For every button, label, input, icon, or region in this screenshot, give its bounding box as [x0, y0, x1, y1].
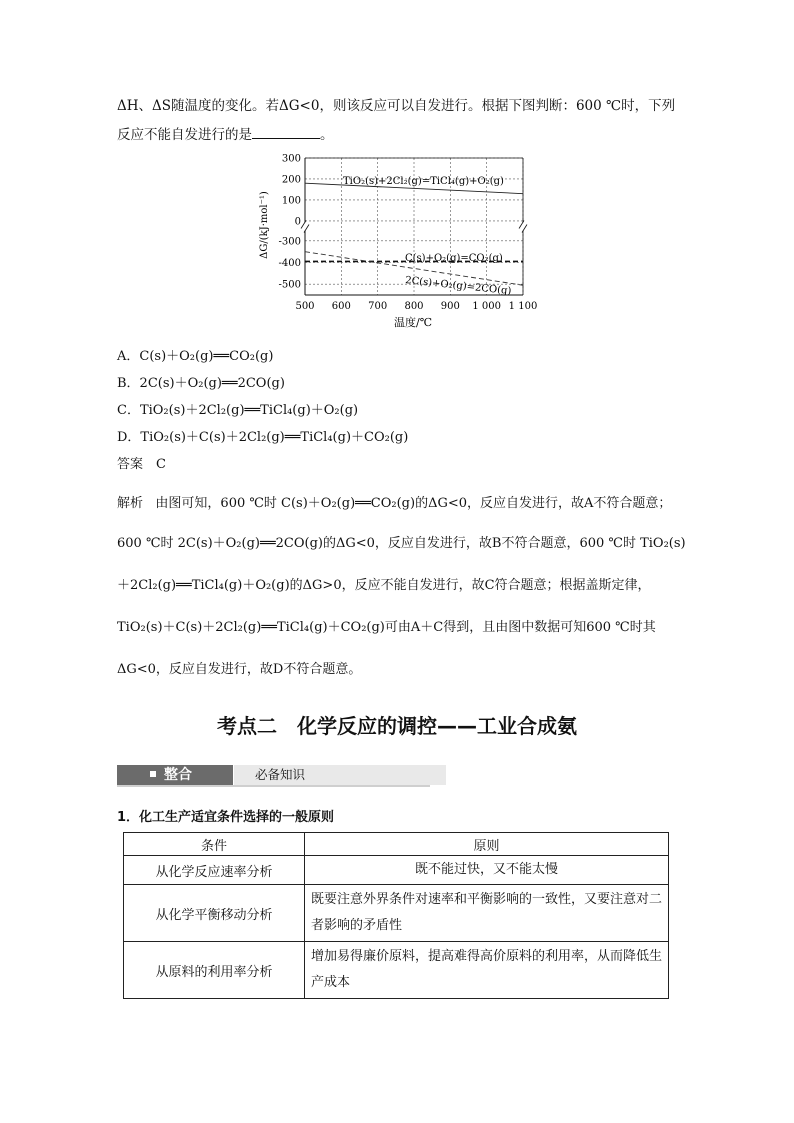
x-tick-label: 700: [368, 301, 388, 312]
table-header-row: [124, 833, 669, 856]
delta-g-chart: [255, 150, 545, 332]
option-d: D．TiO₂(s)＋C(s)＋2Cl₂(g)══TiCl₄(g)＋CO₂(g): [117, 430, 409, 445]
analysis-line-2: 600 ℃时 2C(s)＋O₂(g)══2CO(g)的ΔG<0，反应自发进行，故B不符合题意，600 ℃时 TiO₂(s): [117, 536, 686, 551]
axis-break-mask-right: [518, 223, 528, 231]
table-cell-condition: 从化学反应速率分析: [124, 856, 305, 885]
section-banner: [117, 762, 430, 787]
x-axis-label: 温度/℃: [393, 316, 433, 329]
table-cell-condition: 从化学平衡移动分析: [124, 885, 305, 942]
banner-main-label: 整合: [164, 767, 192, 783]
intro-line-1: ΔH、ΔS随温度的变化。若ΔG<0，则该反应可以自发进行。根据下图判断：600 ℃时，下列: [117, 98, 676, 114]
x-tick-label: 500: [295, 301, 315, 312]
analysis-line-5: ΔG<0，反应自发进行，故D不符合题意。: [117, 662, 362, 677]
option-a: A．C(s)＋O₂(g)══CO₂(g): [117, 349, 274, 364]
principles-table: [123, 832, 669, 999]
y-axis-label: ΔG/(kJ·mol⁻¹): [259, 191, 270, 259]
axis-break-mask-left: [300, 223, 310, 231]
answer-blank: [252, 124, 320, 139]
banner-sub: [234, 765, 446, 785]
table-row: [124, 856, 669, 885]
table-cell-condition: 从原料的利用率分析: [124, 942, 305, 999]
intro-line-2-text: 反应不能自发进行的是: [117, 127, 252, 143]
analysis-line-3: ＋2Cl₂(g)══TiCl₄(g)＋O₂(g)的ΔG>0，反应不能自发进行，故C符合题意；根据盖斯定律，: [117, 578, 651, 593]
banner-sub-label: 必备知识: [255, 767, 306, 782]
y-tick-label: 300: [281, 153, 301, 165]
analysis-text-1: 由图可知，600 ℃时 C(s)＋O₂(g)══CO₂(g)的ΔG<0，反应自发进行，故A不符合题意；: [155, 496, 672, 511]
answer: 答案 C: [117, 457, 166, 472]
table-cell-principle: 既不能过快，又不能太慢: [305, 856, 669, 885]
square-bullet-icon: [150, 771, 156, 777]
intro-line-2-end: 。: [320, 127, 334, 143]
table-cell-principle: 增加易得廉价原料，提高难得高价原料的利用率，从而降低生产成本: [305, 942, 669, 999]
y-tick-label: 0: [294, 216, 301, 228]
x-tick-label: 900: [440, 301, 460, 312]
banner-shadow: [117, 785, 430, 787]
y-tick-label: -500: [278, 279, 301, 291]
table-row: [124, 885, 669, 942]
x-tick-label: 1 100: [508, 301, 538, 312]
analysis-line-4: TiO₂(s)＋C(s)＋2Cl₂(g)══TiCl₄(g)＋CO₂(g)可由A＋C得到，且由图中数据可知600 ℃时其: [117, 620, 656, 635]
y-tick-label: 200: [281, 174, 301, 186]
x-tick-label: 1 000: [472, 301, 501, 312]
y-tick-label: 100: [281, 195, 301, 207]
section-title: 考点二 化学反应的调控——工业合成氨: [217, 714, 577, 738]
intro-line-2: [117, 124, 334, 145]
subsection-title: 1．化工生产适宜条件选择的一般原则: [117, 810, 335, 825]
series-label-co: 2C(s)+O₂(g)=2CO(g): [404, 275, 512, 298]
option-c: C．TiO₂(s)＋2Cl₂(g)══TiCl₄(g)＋O₂(g): [117, 403, 359, 418]
x-tick-label: 600: [331, 301, 351, 312]
analysis-line-1: [117, 492, 671, 511]
table-cell-principle: 既要注意外界条件对速率和平衡影响的一致性，又要注意对二者影响的矛盾性: [305, 885, 669, 942]
banner-main: [117, 765, 233, 785]
x-tick-label: 800: [404, 301, 424, 312]
table-row: [124, 942, 669, 999]
table-header-principle: 原则: [305, 833, 669, 856]
analysis-label: 解析: [117, 496, 144, 511]
series-label-tio2: TiO₂(s)+2Cl₂(g)=TiCl₄(g)+O₂(g): [343, 176, 504, 187]
y-tick-label: -400: [278, 258, 301, 269]
option-b: B．2C(s)＋O₂(g)══2CO(g): [117, 376, 285, 391]
series-label-co2: C(s)+O₂(g)=CO₂(g): [405, 253, 503, 264]
y-tick-label: -300: [278, 236, 301, 248]
table-header-condition: 条件: [124, 833, 305, 856]
